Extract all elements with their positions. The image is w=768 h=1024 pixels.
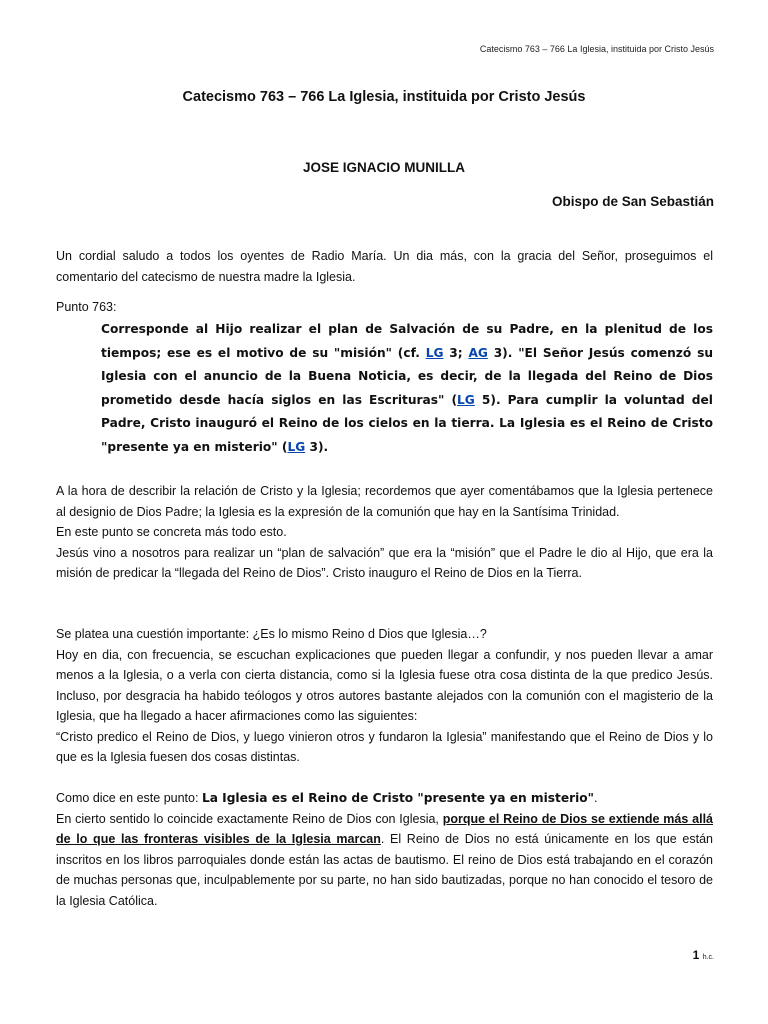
paragraph-7-quote: La Iglesia es el Reino de Cristo "presente ya en misterio" bbox=[201, 791, 595, 805]
paragraph-2: En este punto se concreta más todo esto. bbox=[56, 525, 287, 539]
quote-text-1: Corresponde al Hijo realizar el plan de Salvación de su Padre, en la plenitud de los tiempos; ese es el motivo de su "misión" (cf. bbox=[101, 322, 713, 360]
quote-text-4: 5). Para cumplir la voluntad del Padre, Cristo inauguró el Reino de los cielos en la tierra. La Iglesia es el Reino de Cristo "presente ya en misterio" ( bbox=[101, 392, 713, 454]
paragraph-8-emphasis: porque el Reino de Dios se extiende más allá de lo que las fronteras visibles de la Iglesia marcan bbox=[56, 811, 714, 846]
commentary-block-2 bbox=[56, 624, 713, 768]
paragraph-3: Jesús vino a nosotros para realizar un “plan de salvación” que era la “misión” que el Padre le dio al Hijo, que era la misión de predicar la “llegada del Reino de Dios”. Cristo inauguro el Reino de Dios en la Tierra. bbox=[56, 545, 713, 580]
author-name: JOSE IGNACIO MUNILLA bbox=[302, 160, 465, 175]
punto-label: Punto 763: bbox=[56, 300, 117, 314]
ref-link-lg-3[interactable]: LG bbox=[425, 345, 444, 360]
ref-link-lg-5[interactable]: LG bbox=[457, 392, 475, 407]
commentary-block-3 bbox=[56, 788, 713, 911]
document-title: Catecismo 763 – 766 La Iglesia, instituida por Cristo Jesús bbox=[182, 89, 586, 105]
commentary-block-1 bbox=[56, 481, 713, 584]
paragraph-8-rest: . El Reino de Dios no está únicamente en los que están inscritos en los libros parroquiales donde están las actas de bautismo. El reino de Dios está trabajando en el corazón de muchas personas que, inculpablemente por su parte, no han sido bautizadas, porque no han conocido el tesoro de la Iglesia Católica. bbox=[56, 832, 713, 908]
ref-link-ag-3[interactable]: AG bbox=[468, 345, 488, 360]
footer-initials: h.c. bbox=[702, 954, 714, 961]
catechism-quote bbox=[101, 318, 713, 460]
intro-text: Un cordial saludo a todos los oyentes de Radio María. Un dia más, con la gracia del Señor, proseguimos el comentario del catecismo de nuestra madre la Iglesia. bbox=[56, 249, 713, 284]
paragraph-8-lead: En cierto sentido lo coincide exactamente Reino de Dios con Iglesia, bbox=[56, 811, 443, 826]
page-footer bbox=[693, 948, 714, 962]
author-role: Obispo de San Sebastián bbox=[551, 194, 714, 209]
paragraph-5: Hoy en dia, con frecuencia, se escuchan explicaciones que pueden llegar a confundir, y nos pueden llevar a amar menos a la Iglesia, o a verla con cierta distancia, como si la Iglesia fuese otra cosa distinta de la que predico Jesús. Incluso, por desgracia ha habido teólogos y otros autores bastante alejados con la comunión con el magisterio de la Iglesia, que ha llegado a hacer afirmaciones como las siguientes: bbox=[56, 647, 713, 723]
paragraph-6: “Cristo predico el Reino de Dios, y luego vinieron otros y fundaron la Iglesia” manifestando que el Reino de Dios y lo que es la Iglesia fuesen dos cosas distintas. bbox=[56, 729, 713, 764]
paragraph-7 bbox=[56, 788, 713, 809]
quote-text-5: 3). bbox=[305, 439, 329, 454]
paragraph-7-end: . bbox=[594, 791, 598, 805]
ref-link-lg-3b[interactable]: LG bbox=[287, 439, 306, 454]
paragraph-8 bbox=[56, 809, 713, 912]
quote-text-2: 3; bbox=[443, 345, 469, 360]
intro-paragraph bbox=[56, 246, 713, 287]
paragraph-1: A la hora de describir la relación de Cristo y la Iglesia; recordemos que ayer comentábamos que la Iglesia pertenece al designio de Dios Padre; la Iglesia es la expresión de la comunión que hay en la Santísima Trinidad. bbox=[56, 484, 713, 519]
paragraph-4: Se platea una cuestión importante: ¿Es lo mismo Reino d Dios que Iglesia…? bbox=[56, 627, 487, 641]
quote-text-3: 3). "El Señor Jesús comenzó su Iglesia con el anuncio de la Buena Noticia, es decir, de la llegada del Reino de Dios prometido desde hacía siglos en las Escrituras" ( bbox=[101, 345, 714, 407]
punto-label-block bbox=[56, 297, 713, 318]
running-header: Catecismo 763 – 766 La Iglesia, instituida por Cristo Jesús bbox=[479, 44, 714, 54]
page-number: 1 bbox=[692, 948, 700, 962]
paragraph-7-lead: Como dice en este punto: bbox=[56, 791, 202, 805]
